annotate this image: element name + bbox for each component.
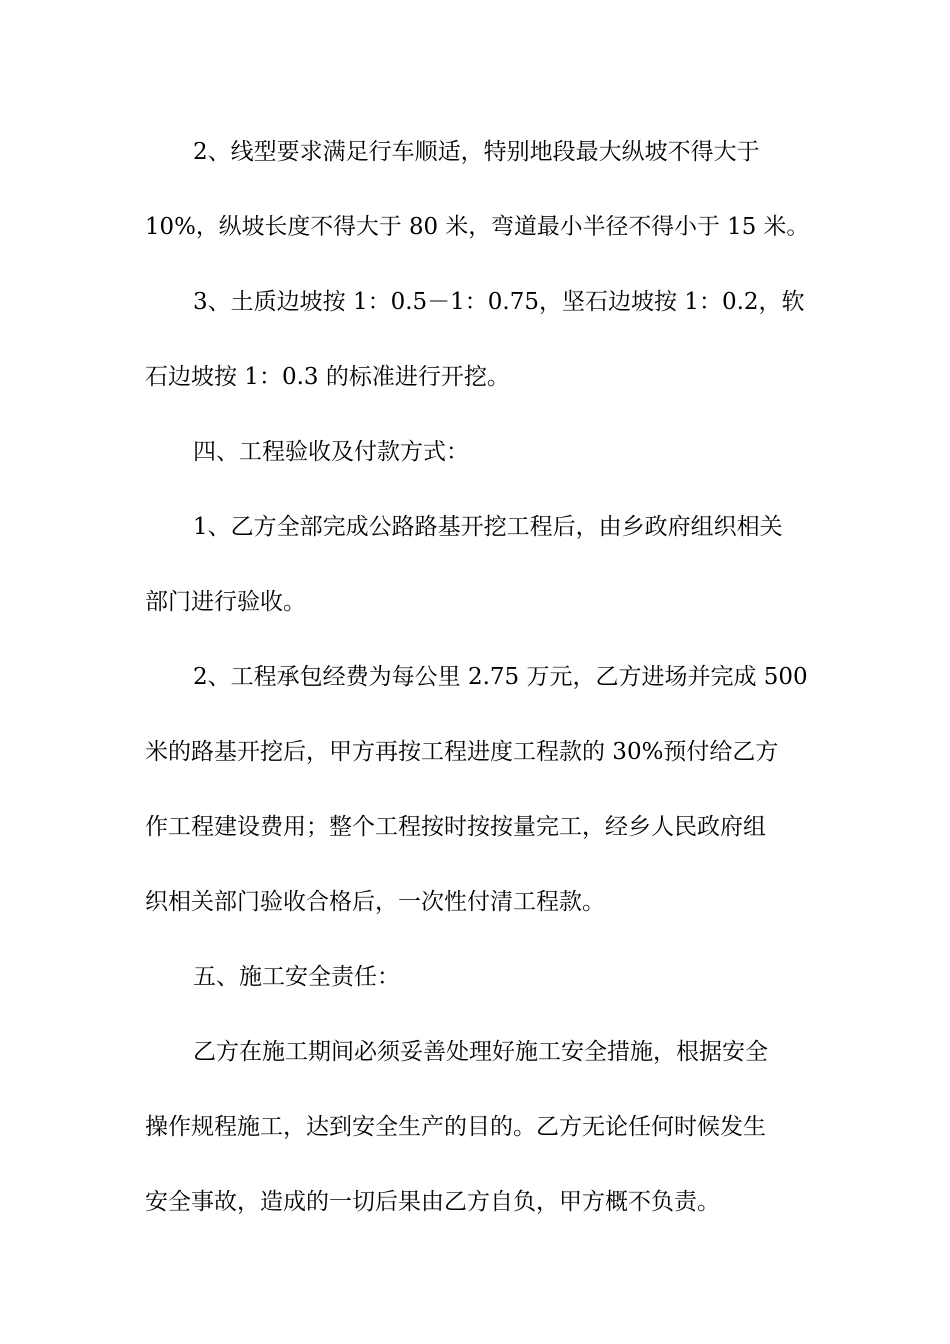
- text-line: 2、工程承包经费为每公里 2.75 万元，乙方进场并完成 500: [193, 664, 808, 690]
- text-line: 1、乙方全部完成公路路基开挖工程后，由乡政府组织相关: [193, 514, 783, 540]
- text-line: 米的路基开挖后，甲方再按工程进度工程款的 30%预付给乙方: [145, 739, 779, 765]
- text-line: 织相关部门验收合格后，一次性付清工程款。: [145, 889, 605, 915]
- section-heading: 五、施工安全责任：: [193, 964, 400, 990]
- text-line: 操作规程施工，达到安全生产的目的。乙方无论任何时候发生: [145, 1114, 766, 1140]
- text-line: 作工程建设费用；整个工程按时按按量完工，经乡人民政府组: [145, 814, 766, 840]
- text-line: 乙方在施工期间必须妥善处理好施工安全措施，根据安全: [193, 1039, 768, 1065]
- text-line: 2、线型要求满足行车顺适，特别地段最大纵坡不得大于: [193, 139, 760, 165]
- text-line: 安全事故，造成的一切后果由乙方自负，甲方概不负责。: [145, 1189, 720, 1215]
- text-line: 石边坡按 1：0.3 的标准进行开挖。: [145, 364, 510, 390]
- text-line: 部门进行验收。: [145, 589, 306, 615]
- text-line: 10%，纵坡长度不得大于 80 米，弯道最小半径不得小于 15 米。: [145, 214, 810, 240]
- section-heading: 四、工程验收及付款方式：: [193, 439, 469, 465]
- text-line: 3、土质边坡按 1：0.5－1：0.75，坚石边坡按 1：0.2，软: [193, 289, 805, 315]
